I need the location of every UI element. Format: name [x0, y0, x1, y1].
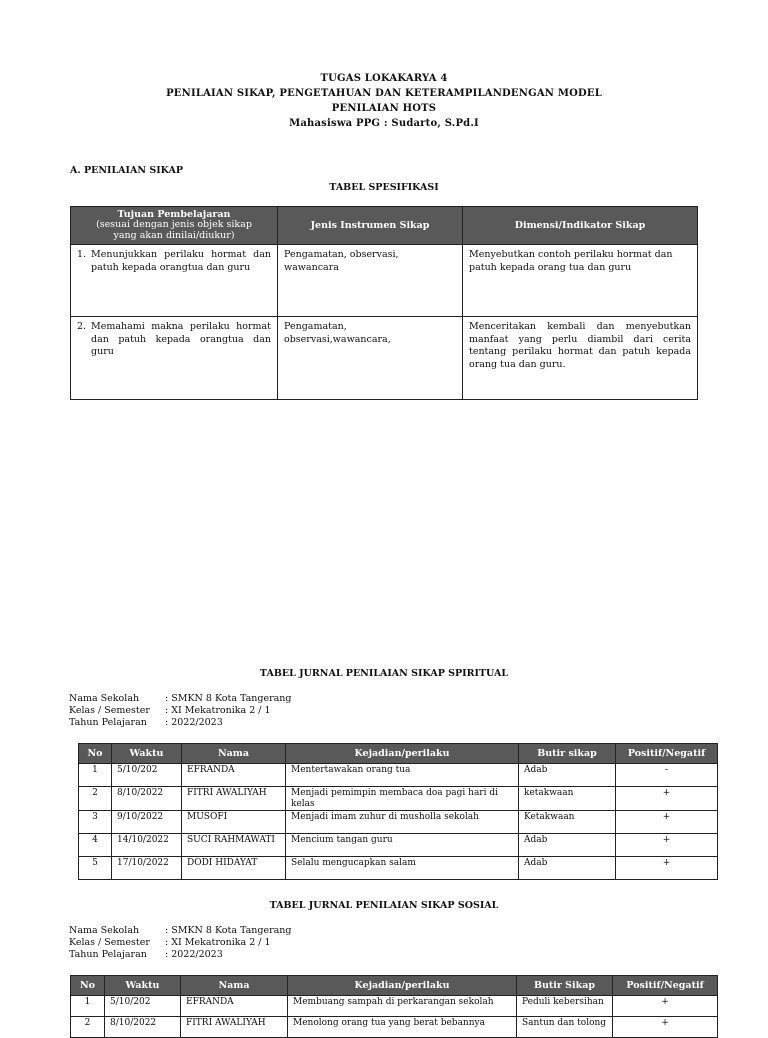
spec-indikator-cell: Menyebutkan contoh perilaku hormat dan patuh kepada orang tua dan guru [463, 245, 698, 317]
nama-cell: FITRI AWALIYAH [182, 787, 286, 811]
spec-tujuan-cell [71, 245, 278, 317]
class-semester-value: : XI Mekatronika 2 / 1 [165, 937, 271, 948]
doc-title-line-2: PENILAIAN SIKAP, PENGETAHUAN DAN KETERAMPILANDENGAN MODEL [166, 88, 602, 99]
spiritual-table-caption: TABEL JURNAL PENILAIAN SIKAP SPIRITUAL [259, 668, 509, 679]
table-row [79, 857, 718, 880]
spec-tujuan-text: Menunjukkan perilaku hormat dan patuh kepada orangtua dan guru [91, 249, 271, 273]
section-heading-penilaian-sikap: A. PENILAIAN SIKAP [70, 165, 184, 176]
doc-title-line-3: PENILAIAN HOTS [331, 103, 437, 114]
col-kejadian-header: Kejadian/perilaku [286, 744, 519, 764]
kejadian-cell: Mentertawakan orang tua [286, 764, 519, 787]
positif-negatif-cell: + [616, 787, 718, 811]
doc-title-line-1: TUGAS LOKAKARYA 4 [320, 73, 448, 84]
positif-negatif-cell: - [616, 764, 718, 787]
positif-negatif-cell: + [616, 857, 718, 880]
school-name-value: : SMKN 8 Kota Tangerang [165, 693, 292, 704]
table-row [79, 787, 718, 811]
col-positif-negatif-header: Positif/Negatif [613, 976, 718, 996]
spec-col-instrumen-header: Jenis Instrumen Sikap [278, 207, 463, 245]
school-year-value: : 2022/2023 [165, 949, 223, 960]
school-year-label: Tahun Pelajaran [69, 949, 147, 960]
spec-row-number: 2. [77, 321, 87, 332]
col-waktu-header: Waktu [112, 744, 182, 764]
spec-table [70, 206, 698, 400]
school-year-label: Tahun Pelajaran [69, 717, 147, 728]
spec-tujuan-cell [71, 317, 278, 400]
positif-negatif-cell: + [616, 811, 718, 834]
spec-col-tujuan-sub2: yang akan dinilai/diukur) [113, 230, 235, 241]
school-year-value: : 2022/2023 [165, 717, 223, 728]
col-butir-header: Butir sikap [519, 744, 616, 764]
col-nama-header: Nama [181, 976, 288, 996]
butir-cell: Adab [519, 857, 616, 880]
positif-negatif-cell: + [613, 996, 718, 1017]
nama-cell: EFRANDA [181, 996, 288, 1017]
kejadian-cell: Menjadi imam zuhur di musholla sekolah [286, 811, 519, 834]
butir-cell: Adab [519, 834, 616, 857]
social-school-info [69, 925, 292, 961]
col-waktu-header: Waktu [105, 976, 181, 996]
kejadian-cell: Selalu mengucapkan salam [286, 857, 519, 880]
school-name-label: Nama Sekolah [69, 693, 140, 704]
col-no-header: No [71, 976, 105, 996]
kejadian-cell: Menjadi pemimpin membaca doa pagi hari di kelas [286, 787, 519, 811]
positif-negatif-cell: + [616, 834, 718, 857]
spec-indikator-cell: Menceritakan kembali dan menyebutkan manfaat yang perlu diambil dari cerita tentang perilaku hormat dan patuh kepada orang tua dan guru. [463, 317, 698, 400]
col-kejadian-header: Kejadian/perilaku [288, 976, 517, 996]
positif-negatif-cell: + [613, 1017, 718, 1038]
waktu-cell: 14/10/2022 [112, 834, 182, 857]
no-cell: 2 [79, 787, 112, 811]
no-cell: 4 [79, 834, 112, 857]
spec-col-tujuan-header [71, 207, 278, 245]
nama-cell: SUCI RAHMAWATI [182, 834, 286, 857]
waktu-cell: 5/10/202 [112, 764, 182, 787]
col-butir-header: Butir Sikap [517, 976, 613, 996]
spec-table-row [71, 245, 698, 317]
social-journal-table [70, 975, 718, 1038]
nama-cell: EFRANDA [182, 764, 286, 787]
col-nama-header: Nama [182, 744, 286, 764]
no-cell: 1 [79, 764, 112, 787]
class-semester-value: : XI Mekatronika 2 / 1 [165, 705, 271, 716]
spiritual-header-row [79, 744, 718, 764]
col-positif-negatif-header: Positif/Negatif [616, 744, 718, 764]
no-cell: 5 [79, 857, 112, 880]
waktu-cell: 17/10/2022 [112, 857, 182, 880]
spec-table-caption: TABEL SPESIFIKASI [329, 182, 439, 193]
table-row [79, 764, 718, 787]
no-cell: 1 [71, 996, 105, 1017]
social-header-row [71, 976, 718, 996]
nama-cell: FITRI AWALIYAH [181, 1017, 288, 1038]
spec-table-row [71, 317, 698, 400]
spec-instrumen-cell: Pengamatan, observasi,wawancara, [278, 317, 463, 400]
table-row [79, 834, 718, 857]
school-name-value: : SMKN 8 Kota Tangerang [165, 925, 292, 936]
nama-cell: DODI HIDAYAT [182, 857, 286, 880]
kejadian-cell: Menolong orang tua yang berat bebannya [288, 1017, 517, 1038]
class-semester-label: Kelas / Semester [69, 937, 150, 948]
table-row [71, 1017, 718, 1038]
spec-col-tujuan-sub1: (sesuai dengan jenis objek sikap [96, 219, 252, 231]
class-semester-label: Kelas / Semester [69, 705, 150, 716]
kejadian-cell: Mencium tangan guru [286, 834, 519, 857]
spec-tujuan-text: Memahami makna perilaku hormat dan patuh kepada orangtua dan guru [91, 321, 271, 358]
spiritual-journal-table [78, 743, 718, 880]
no-cell: 3 [79, 811, 112, 834]
waktu-cell: 8/10/2022 [112, 787, 182, 811]
butir-cell: Adab [519, 764, 616, 787]
spec-table-header-row [71, 207, 698, 245]
waktu-cell: 5/10/202 [105, 996, 181, 1017]
waktu-cell: 8/10/2022 [105, 1017, 181, 1038]
butir-cell: Ketakwaan [519, 811, 616, 834]
spec-row-number: 1. [77, 249, 87, 260]
school-name-label: Nama Sekolah [69, 925, 140, 936]
kejadian-cell: Membuang sampah di perkarangan sekolah [288, 996, 517, 1017]
col-no-header: No [79, 744, 112, 764]
butir-cell: ketakwaan [519, 787, 616, 811]
table-row [79, 811, 718, 834]
social-table-caption: TABEL JURNAL PENILAIAN SIKAP SOSIAL [269, 900, 499, 911]
butir-cell: Peduli kebersihan [517, 996, 613, 1017]
spec-instrumen-cell: Pengamatan, observasi, wawancara [278, 245, 463, 317]
spiritual-school-info [69, 693, 292, 729]
nama-cell: MUSOFI [182, 811, 286, 834]
spec-col-indikator-header: Dimensi/Indikator Sikap [463, 207, 698, 245]
doc-author-line: Mahasiswa PPG : Sudarto, S.Pd.I [289, 118, 479, 129]
table-row [71, 996, 718, 1017]
spec-col-tujuan-title: Tujuan Pembelajaran [117, 209, 231, 221]
butir-cell: Santun dan tolong [517, 1017, 613, 1038]
no-cell: 2 [71, 1017, 105, 1038]
waktu-cell: 9/10/2022 [112, 811, 182, 834]
